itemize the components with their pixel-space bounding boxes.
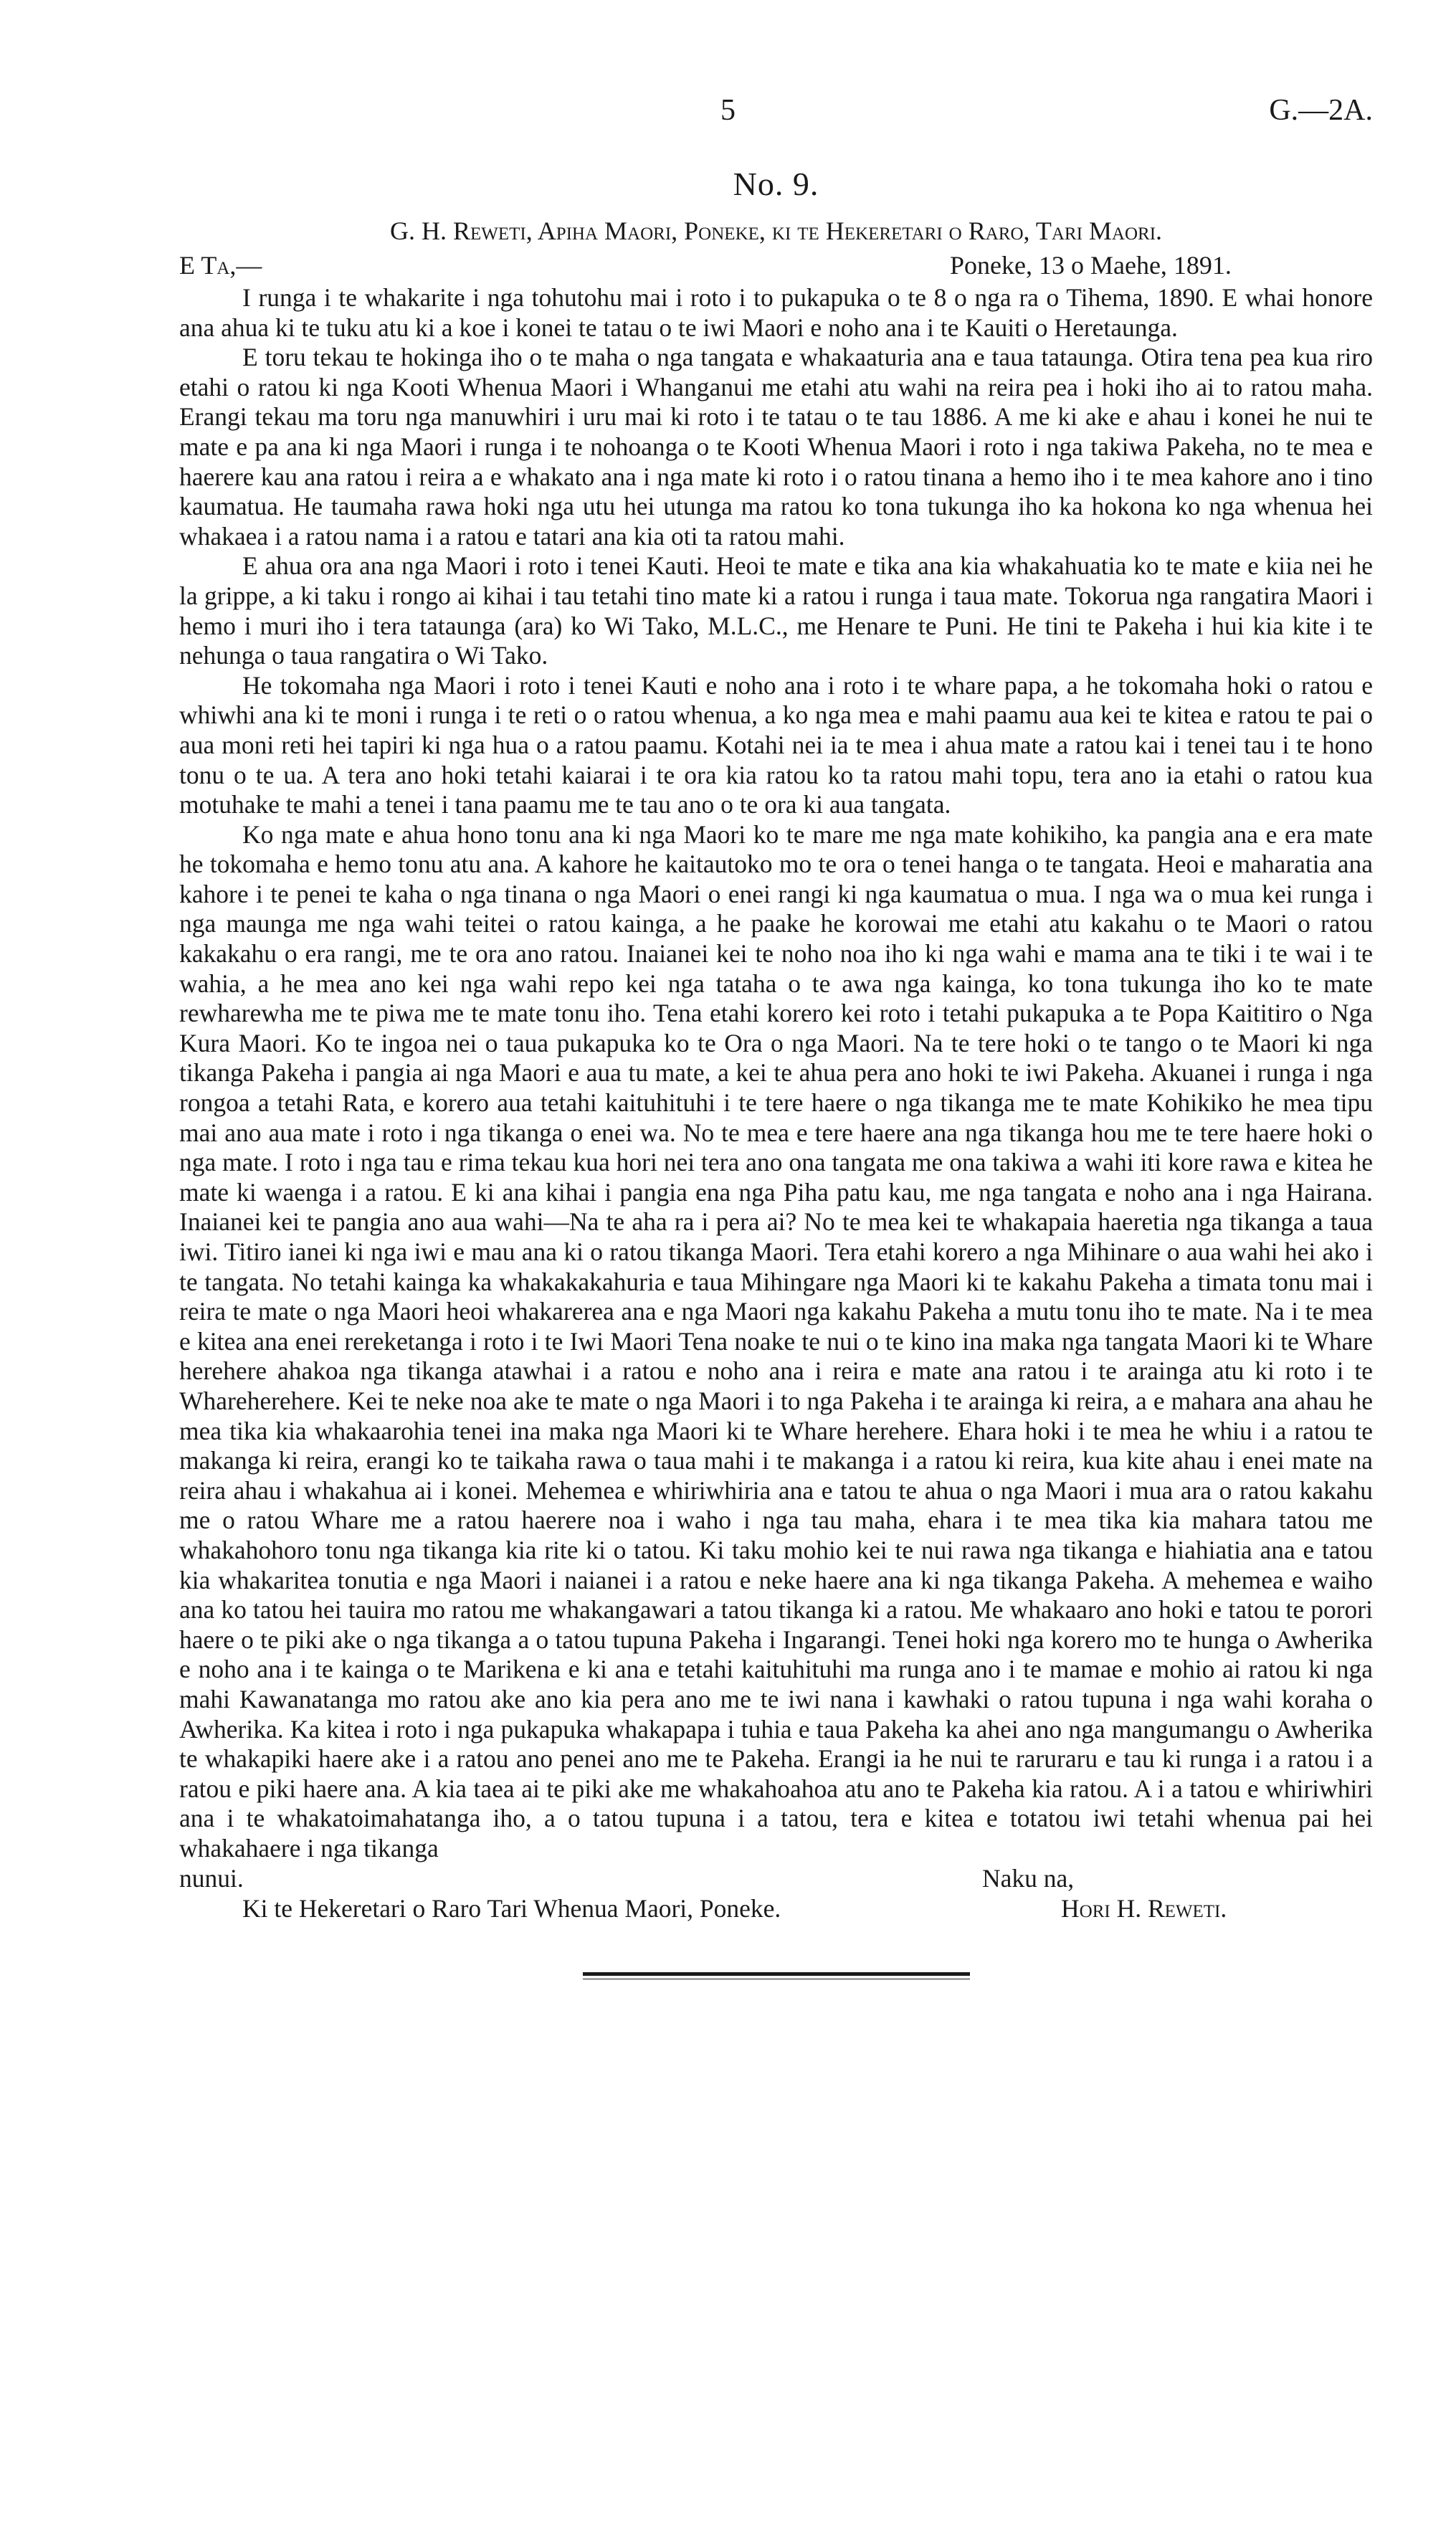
- closing-last-word: nunui.: [179, 1864, 244, 1893]
- document-heading: [179, 216, 1373, 246]
- document-page: [179, 93, 1373, 1979]
- addressee: Ki te Hekeretari o Raro Tari Whenua Maori, Poneke.: [242, 1894, 781, 1923]
- document-number: No. 9.: [733, 166, 819, 202]
- letter-body: [179, 283, 1373, 1863]
- paragraph: He tokomaha nga Maori i roto i tenei Kauti e noho ana i roto i te whare papa, a he tokomaha hoki o ratou e whiwhi ana ki te moni i runga i te reti o o ratou whenua, a ko nga mea e mahi paamu aua kei te kitea e ratou te pai o aua moni reti hei tapiri ki nga hua o a ratou paamu. Kotahi nei ia te mea i ahua mate a ratou kai i tenei tau i te hono tonu o te ua. A tera ano hoki tetahi kaiarai i te ora kia ratou ko ta ratou mahi topu, tera ano ia etahi o ratou kua motuhake te mahi a tenei i tana paamu me te tau ano o te ora ki aua tangata.: [179, 670, 1373, 819]
- paragraph: E toru tekau te hokinga iho o te maha o nga tangata e whakaaturia ana e taua tataunga. Otira tena pea kua riro etahi o ratou ki nga Kooti Whenua Maori i Whanganui me etahi atu wahi na reira pea i hoki iho ai to ratou maha. Erangi tekau ma toru nga manuwhiri i uru mai ki roto i te tatau o te tau 1886. A me ki ake e ahau i konei he nui te mate e pa ana ki nga Maori i runga i te nohoanga o te Kooti Whenua Maori i roto i nga takiwa Pakeha, no te mea e haerere kau ana ratou i reira a e whakato ana i nga mate ki roto i o ratou tinana a hemo iho i te mea kahore ano i tino kaumatua. He taumaha rawa hoki nga utu hei utunga ma ratou ko tona tukunga iho ka hokona ko nga whenua hei whakaea i a ratou nama i a ratou e tatari ana kia oti ta ratou mahi.: [179, 343, 1373, 551]
- signatory: Hori H. Reweti.: [1061, 1894, 1227, 1923]
- salutation: E Ta,—: [179, 251, 262, 280]
- heading-text: G. H. Reweti, Apiha Maori, Poneke, ki te Hekeretari o Raro, Tari Maori.: [389, 217, 1163, 245]
- closing-row: [179, 1863, 1373, 1893]
- paragraph: Ko nga mate e ahua hono tonu ana ki nga Maori ko te mare me nga mate kohikiho, ka pangia ana e era mate he tokomaha e hemo tonu atu ana. A kahore he kaitautoko mo te ora o tenei hanga o te tangata. Heoi e maharatia ana kahore i te penei te kaha o nga tinana o nga Maori o enei rangi ki nga kaumatua o mua. I nga wa o mua kei runga i nga maunga me nga wahi teitei o ratou kainga, a he paake he korowai me etahi atu kakahu o te Maori o ratou kakakahu o era rangi, me te ora ano ratou. Inaianei kei te noho noa iho ki nga wahi e mama ana te tiki i te wai i te wahia, a he mea ano kei nga wahi repo kei nga tataha o te awa nga kainga, ko tona tukunga iho ko te mate rewharewha me te piwa me te mate tonu iho. Tena etahi korero kei roto i tetahi pukapuka a te Popa Kaititiro o Nga Kura Maori. Ko te ingoa nei o taua pukapuka ko te Ora o nga Maori. Na te tere hoki o te tango o te Maori ki nga tikanga Pakeha i pangia ai nga Maori e aua tu mate, a kei te ahua pera ano hoki te iwi Pakeha. Akuanei i runga i nga rongoa a tetahi Rata, e korero aua tetahi kaituhituhi i te tere haere o nga tikanga me te mate Kohikiko he mea tipu mai ano aua mate i roto i nga tikanga o enei wa. No te mea e tere haere ana nga tikanga hou me te tere haere hoki o nga mate. I roto i nga tau e rima tekau kua hori nei tera ano ona tangata me ona takiwa a wahi iti kore rawa e kitea he mate ki waenga i a ratou. E ki ana kihai i pangia ena nga Piha patu kau, me nga tangata e noho ana i nga Hairana. Inaianei kei te pangia ano aua wahi—Na te aha ra i pera ai? No te mea kei te whakapaia haeretia nga tikanga a taua iwi. Titiro ianei ki nga iwi e mau ana ki o ratou tikanga Maori. Tera etahi korero a nga Mihinare o aua wahi hei ako i te tangata. No tetahi kainga ka whakakakahuria e taua Mihingare nga Maori ki te kakahu Pakeha a timata tonu mai i reira te mate o nga Maori heoi whakarerea ana e nga Maori nga kakahu Pakeha a mutu tonu iho te mate. Na i te mea e kitea ana enei rereketanga i roto i te Iwi Maori Tena noake te nui o te kino ina maka nga tangata Maori ki te Whare herehere ahakoa nga tikanga atawhai i a ratou e noho ana i reira e mate ana ratou i te arainga atu ki roto i te Whareherehere. Kei te neke noa ake te mate o nga Maori i to nga Pakeha i te arainga ki reira, a e mahara ana ahau he mea tika kia whakaarohia tenei ina maka nga Maori ki te Whare herehere. Ehara hoki i te mea he whiu i a ratou te makanga ki reira, erangi ko te taikaha rawa o taua mahi i te makanga i a ratou ki reira, kua kite ahau i enei mate na reira ahau i whakahua ai i konei. Mehemea e whiriwhiria ana e tatou te ahua o nga Maori i mua ara o ratou kakahu me o ratou Whare me a ratou haerere noa i waho i nga tau maha, ehara i te mea tika kia mahara tatou me whakahohoro tonu nga tikanga kia rite ki o tatou. Ki taku mohio kei te nui rawa nga tikanga e hiahiatia ana e tatou kia whakaritea tonutia e nga Maori i naianei i a ratou e neke haere ana ki nga tikanga Pakeha. A mehemea e waiho ana ko tatou hei tauira mo ratou me whakangawari a tatou tikanga ki a ratou. Me whakaaro ano hoki e tatou te porori haere o te piki ake o nga tikanga a o tatou tupuna Pakeha i Ingarangi. Tenei hoki nga korero mo te hunga o Awherika e noho ana i te kainga o te Marikena e ki ana e tetahi kaituhituhi ma runga ano i te mamae e mohio ai ratou ki nga mahi Kawanatanga mo ratou ake ano kia pera ano me te iwi nana i kawhaki o ratou tupuna i nga wahi koraha o Awherika. Ka kitea i roto i nga pukapuka whakapapa i tuhia e taua Pakeha ka ahei ano nga mangumangu o Awherika te whakapiki haere ake i a ratou ano penei ano me te Pakeha. Erangi ia he nui te raruraru e tau ki runga i a ratou i a ratou e piki haere ana. A kia taea ai te piki ake me whakahoahoa atu ano te Pakeha kia ratou. A i a tatou e whiriwhiri ana i te whakatoimahatanga iho, a o tatou tupuna i a tatou, tera e kitea e totatou iwi tetahi whenua pai hei whakahaere i nga tikanga: [179, 819, 1373, 1863]
- paragraph: I runga i te whakarite i nga tohutohu mai i roto i to pukapuka o te 8 o nga ra o Tihema, 1890. E whai honore ana ahua ki te tuku atu ki a koe i konei te tatau o te iwi Maori e noho ana i te Kauiti o Heretaunga.: [179, 283, 1373, 342]
- sign-off: Naku na,: [982, 1864, 1075, 1893]
- dateline: Poneke, 13 o Maehe, 1891.: [950, 251, 1232, 280]
- page-header: [179, 93, 1373, 136]
- page-number: 5: [720, 94, 736, 127]
- paper-reference: G.—2A.: [1269, 94, 1373, 127]
- salutation-row: [179, 250, 1373, 283]
- address-row: [179, 1893, 1373, 1928]
- end-rule: [583, 1972, 970, 1976]
- paragraph: E ahua ora ana nga Maori i roto i tenei Kauti. Heoi te mate e tika ana kia whakahuatia ko te mate e kiia nei he la grippe, a ki taku i rongo ai kihai i tau tetahi tino mate ki a ratou i runga i taua mate. Tokorua nga rangatira Maori i hemo i muri iho i tera tataunga (ara) ko Wi Tako, M.L.C., me Henare te Puni. He tini te Pakeha i hui kia kite i te nehunga o taua rangatira o Wi Tako.: [179, 551, 1373, 670]
